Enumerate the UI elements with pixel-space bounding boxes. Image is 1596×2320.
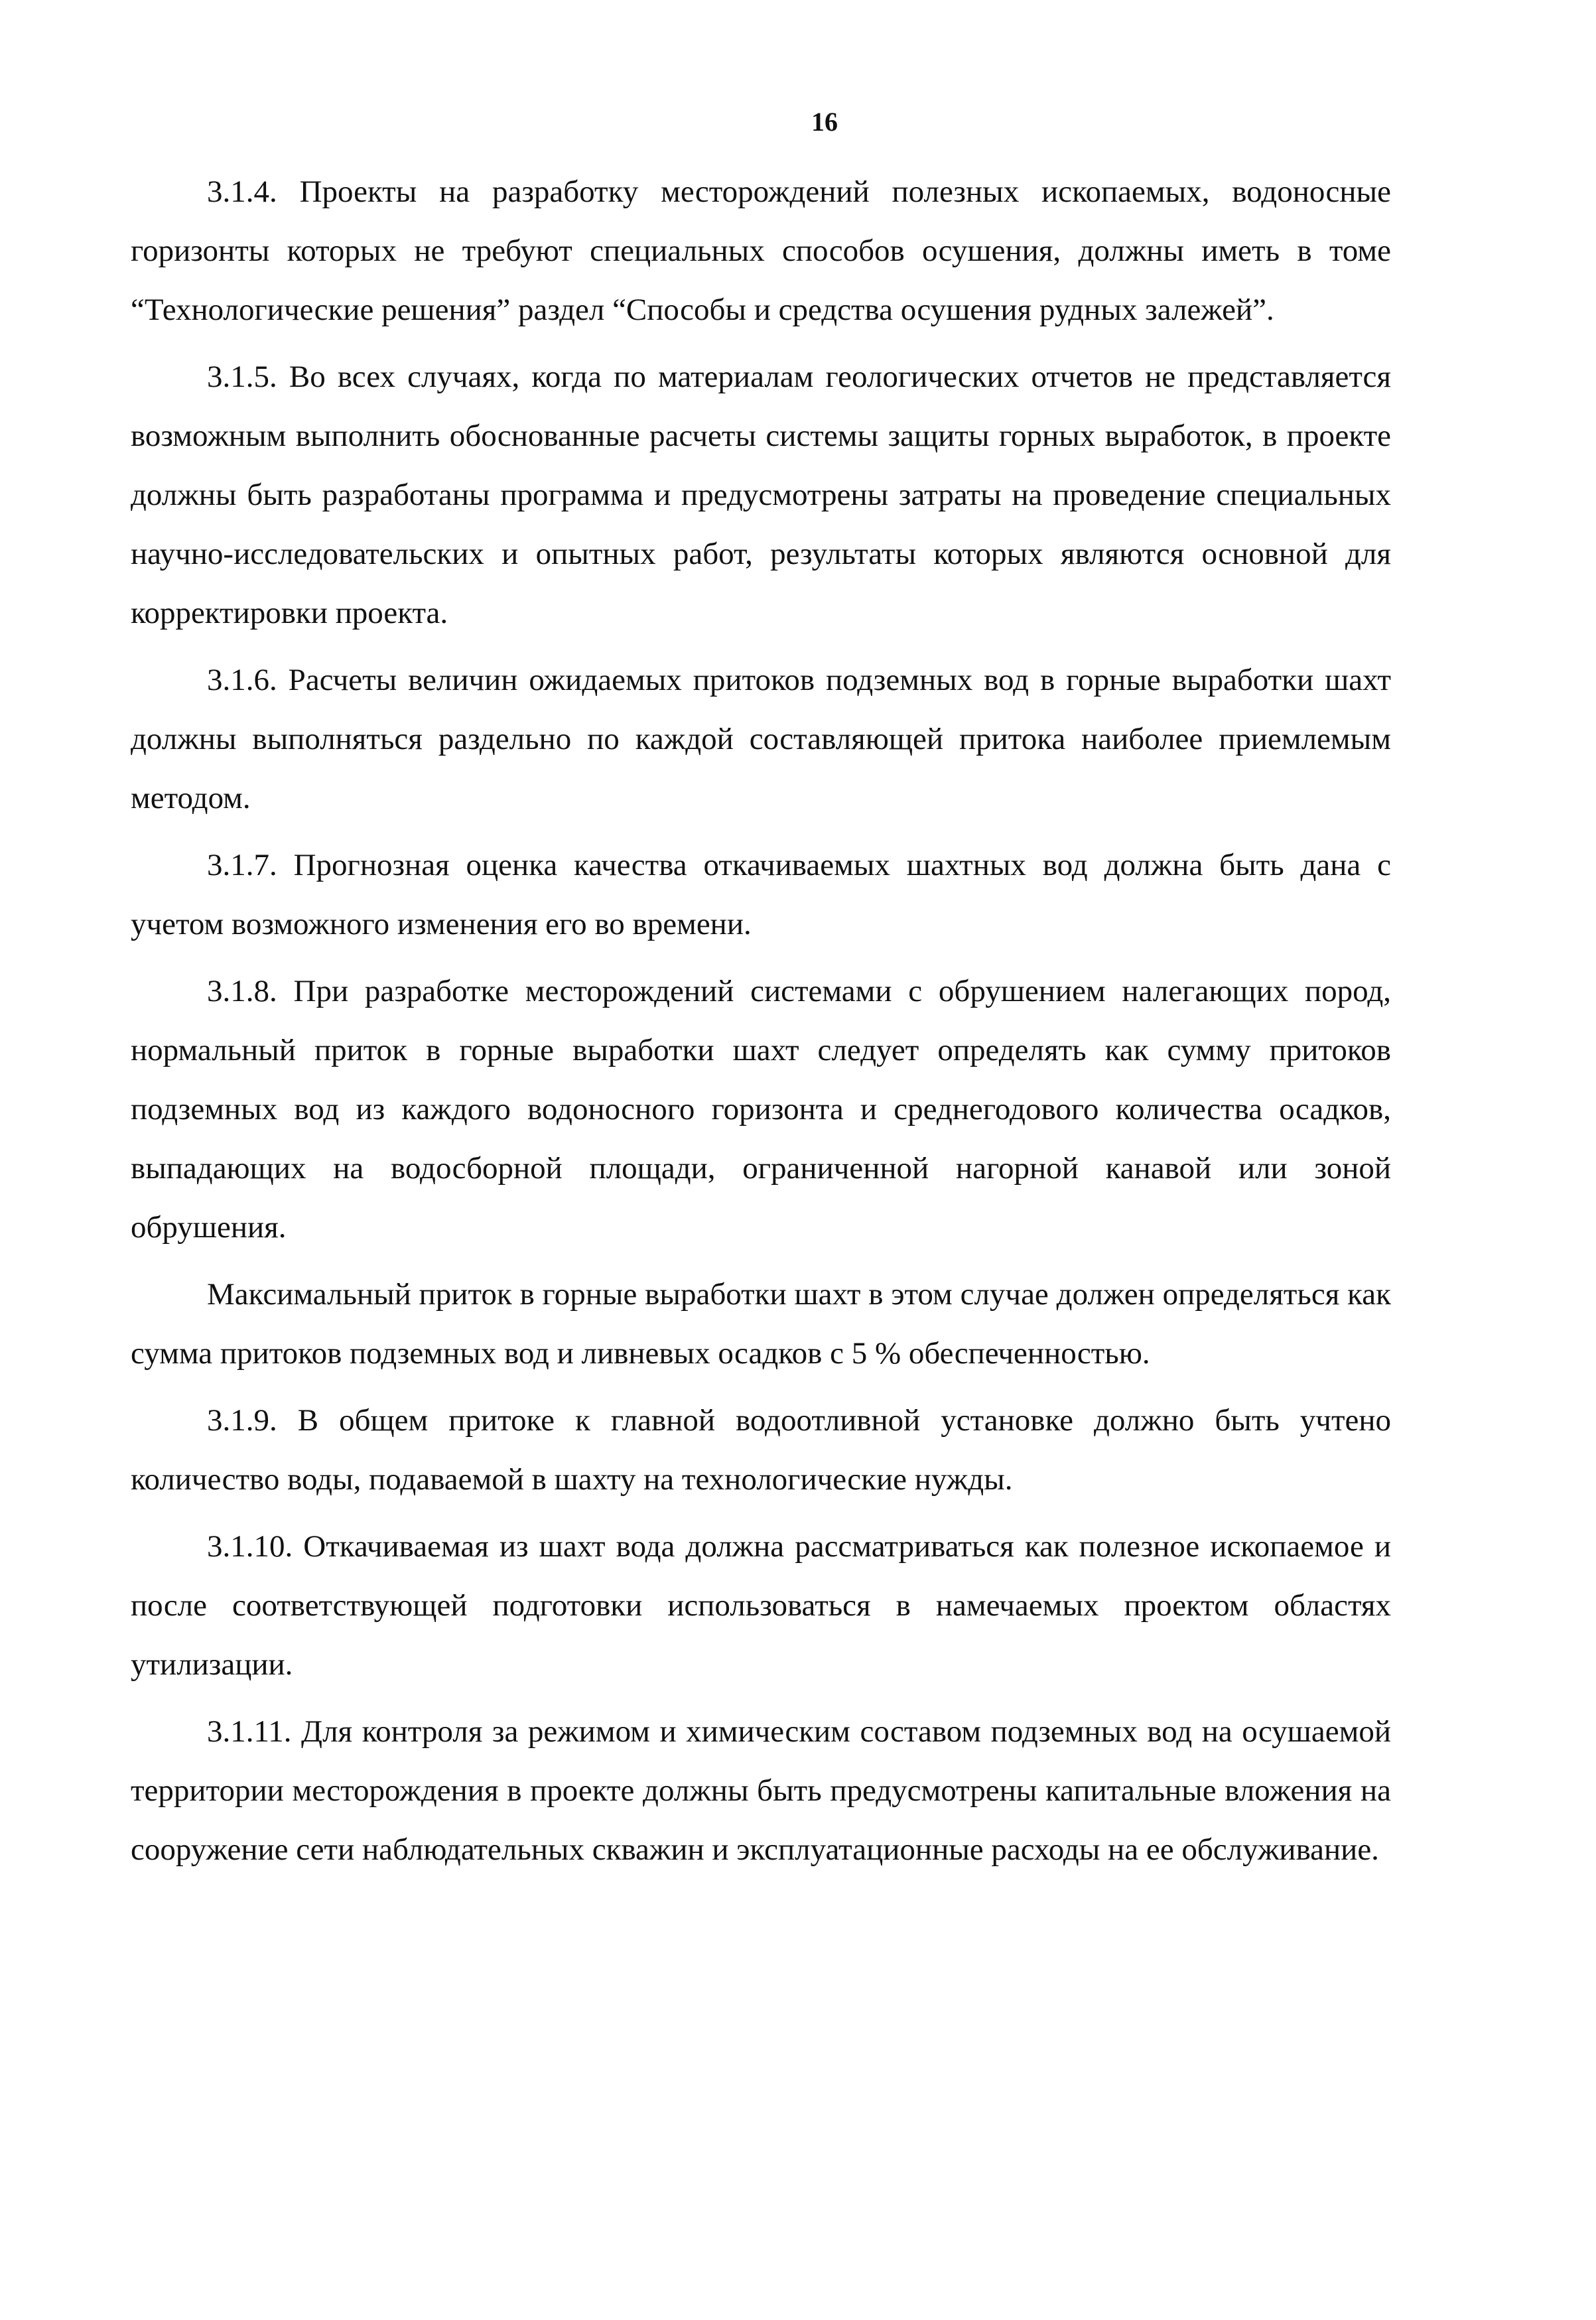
document-body (131, 163, 1391, 1879)
paragraph-max-inflow: Максимальный приток в горные выработки шахт в этом случае должен определяться как сумма притоков подземных вод и ливневых осадков с 5 % обеспеченностью. (131, 1277, 1391, 1371)
paragraph-3-1-9: 3.1.9. В общем притоке к главной водоотливной установке должно быть учтено количество воды, подаваемой в шахту на технологические нужды. (131, 1403, 1391, 1497)
paragraph-3-1-4: 3.1.4. Проекты на разработку месторождений полезных ископаемых, водоносные горизонты которых не требуют специальных способов осушения, должны иметь в томе “Технологические решения” раздел “Способы и средства осушения рудных залежей”. (131, 174, 1391, 327)
paragraph-3-1-7: 3.1.7. Прогнозная оценка качества откачиваемых шахтных вод должна быть дана с учетом возможного изменения его во времени. (131, 848, 1391, 941)
paragraph-3-1-11: 3.1.11. Для контроля за режимом и химическим составом подземных вод на осушаемой территории месторождения в проекте должны быть предусмотрены капитальные вложения на сооружение сети наблюдательных скважин и эксплуатационные расходы на ее обслуживание. (131, 1714, 1391, 1867)
paragraph-3-1-10: 3.1.10. Откачиваемая из шахт вода должна рассматриваться как полезное ископаемое и после соответствующей подготовки использоваться в намечаемых проектом областях утилизации. (131, 1529, 1391, 1682)
page-number: 16 (811, 107, 838, 137)
paragraph-3-1-8: 3.1.8. При разработке месторождений системами с обрушением налегающих пород, нормальный приток в горные выработки шахт следует определять как сумму притоков подземных вод из каждого водоносного горизонта и среднегодового количества осадков, выпадающих на водосборной площади, ограниченной нагорной канавой или зоной обрушения. (131, 974, 1391, 1245)
paragraph-3-1-5: 3.1.5. Во всех случаях, когда по материалам геологических отчетов не представляется возможным выполнить обоснованные расчеты системы защиты горных выработок, в проекте должны быть разработаны программа и предусмотрены затраты на проведение специальных научно-исследовательских и опытных работ, результаты которых являются основной для корректировки проекта. (131, 360, 1391, 630)
paragraph-3-1-6: 3.1.6. Расчеты величин ожидаемых притоков подземных вод в горные выработки шахт должны выполняться раздельно по каждой составляющей притока наиболее приемлемым методом. (131, 663, 1391, 815)
